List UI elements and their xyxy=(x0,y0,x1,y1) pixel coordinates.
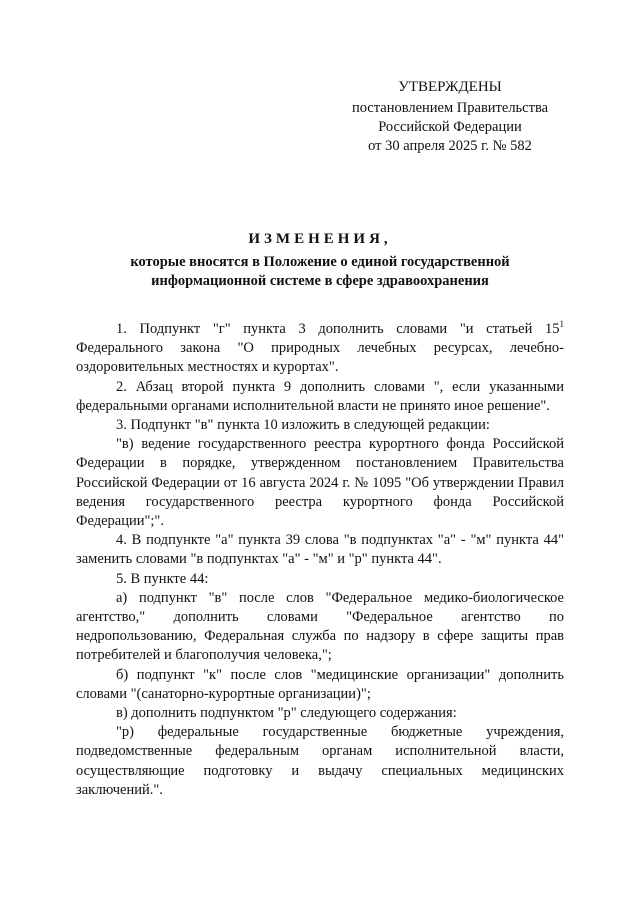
paragraph: 4. В подпункте "а" пункта 39 слова "в подпунктах "а" - "м" пункта 44" заменить словами "в подпунктах "а" - "м" и "р" пункта 44". xyxy=(76,532,564,568)
subtitle-line: которые вносятся в Положение о единой государственной xyxy=(130,254,510,270)
document-body xyxy=(76,320,564,800)
document-subtitle xyxy=(76,253,564,291)
document-title: ИЗМЕНЕНИЯ, xyxy=(248,231,392,247)
paragraph: 5. В пункте 44: xyxy=(116,570,209,587)
paragraph: 2. Абзац второй пункта 9 дополнить словами ", если указанными федеральными органами исполнительной власти не принято иное решение". xyxy=(76,378,564,414)
paragraph-text: 1. Подпункт "г" пункта 3 дополнить словами "и статьей 15 xyxy=(116,321,560,337)
paragraph xyxy=(76,320,564,378)
approval-line: Российской Федерации xyxy=(378,119,522,135)
paragraph: "р) федеральные государственные бюджетные учреждения, подведомственные федеральным органам исполнительной власти, осуществляющие подготовку и выдачу специальных медицинских заключений.". xyxy=(76,724,564,798)
approval-line: постановлением Правительства xyxy=(351,100,549,116)
paragraph: "в) ведение государственного реестра курортного фонда Российской Федерации в порядке, утвержденном постановлением Правительства Российской Федерации от 16 августа 2024 г. № 1095 "Об утверждении Правил ведения государственного реестра курортного фонда Российской Федерации";". xyxy=(76,436,564,530)
subtitle-line: информационной системе в сфере здравоохранения xyxy=(151,273,489,289)
paragraph: а) подпункт "в" после слов "Федеральное медико-биологическое агентство," дополнить словами "Федеральное агентство по недропользованию, Федеральная служба по надзору в сфере защиты прав потребителей и благополучия человека,"; xyxy=(76,589,564,664)
superscript: 1 xyxy=(559,319,564,330)
paragraph: в) дополнить подпунктом "р" следующего содержания: xyxy=(116,705,457,722)
approval-block xyxy=(330,78,570,156)
document-heading xyxy=(76,229,564,291)
paragraph: б) подпункт "к" после слов "медицинские организации" дополнить словами "(санаторно-курортные организации)"; xyxy=(76,666,564,702)
paragraph-text: Федерального закона "О природных лечебных ресурсах, лечебно-оздоровительных местностях и курортах". xyxy=(76,340,564,376)
paragraph: 3. Подпункт "в" пункта 10 изложить в следующей редакции: xyxy=(116,417,490,434)
approval-title: УТВЕРЖДЕНЫ xyxy=(398,79,502,95)
approval-line: от 30 апреля 2025 г. № 582 xyxy=(368,138,532,154)
